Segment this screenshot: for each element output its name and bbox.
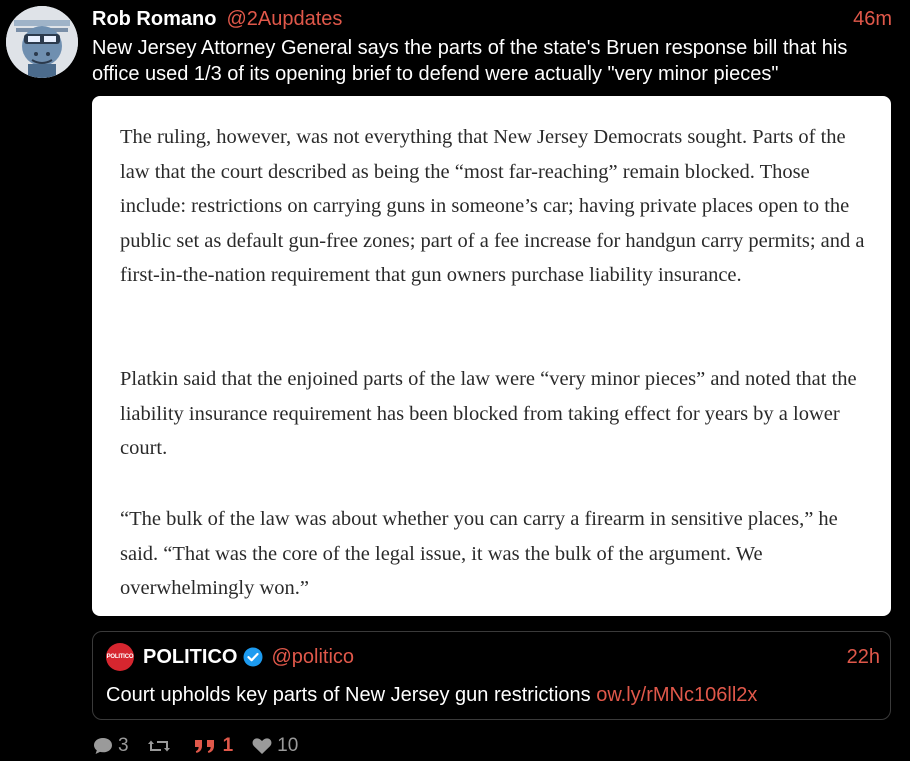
like-button[interactable]	[251, 735, 298, 757]
avatar[interactable]	[6, 6, 78, 78]
author-handle[interactable]: @2Aupdates	[226, 7, 343, 30]
quote-icon	[193, 736, 219, 756]
attached-article-screenshot[interactable]	[92, 96, 891, 616]
quoted-tweet-link[interactable]: ow.ly/rMNc106ll2x	[596, 684, 758, 706]
article-paragraph-3: “The bulk of the law was about whether you can carry a firearm in sensitive places,” he said. “That was the core of the legal issue, it was the bulk of the argument. We overwhelmingly won.”	[120, 508, 838, 599]
article-paragraph-1: The ruling, however, was not everything that New Jersey Democrats sought. Parts of the law that the court described as being the “most far-reaching” remain blocked. Those include: restrictions on carrying guns in someone’s car; having private places open to the public set as default gun-free zones; part of a fee increase for handgun carry permits; and a first-in-the-nation requirement that gun owners purchase liability insurance.	[120, 126, 865, 286]
retweet-button[interactable]	[147, 736, 175, 756]
comment-icon	[92, 736, 114, 756]
like-count: 10	[277, 735, 299, 756]
avatar-illustration-icon	[6, 6, 78, 78]
politico-logo-icon: POLITICO	[106, 643, 134, 671]
quoted-author-name[interactable]: POLITICO	[143, 645, 238, 668]
quoted-tweet-header	[143, 644, 880, 670]
quoted-author-handle[interactable]: @politico	[271, 645, 355, 668]
verified-badge-icon	[243, 647, 263, 667]
retweet-icon	[147, 736, 171, 756]
quote-count: 1	[222, 735, 234, 756]
tweet-time[interactable]: 46m	[853, 7, 892, 30]
reply-count: 3	[118, 735, 129, 756]
quoted-tweet-text	[106, 684, 757, 707]
tweet-text: New Jersey Attorney General says the parts of the state's Bruen response bill that his office used 1/3 of its opening brief to defend were actually "very minor pieces"	[92, 37, 848, 85]
tweet-actions	[92, 734, 316, 758]
reply-button[interactable]	[92, 735, 129, 757]
heart-icon	[251, 736, 273, 756]
quoted-tweet-card[interactable]	[92, 631, 891, 720]
article-paragraph-2: Platkin said that the enjoined parts of the law were “very minor pieces” and noted that the liability insurance requirement has been blocked from taking effect for years by a lower court.	[120, 368, 857, 459]
tweet-header	[92, 6, 892, 32]
quoted-tweet-body: Court upholds key parts of New Jersey gun restrictions	[106, 684, 597, 706]
quoted-tweet-time[interactable]: 22h	[846, 645, 880, 668]
quote-tweet-button[interactable]	[193, 735, 234, 757]
author-name[interactable]: Rob Romano	[92, 7, 217, 30]
